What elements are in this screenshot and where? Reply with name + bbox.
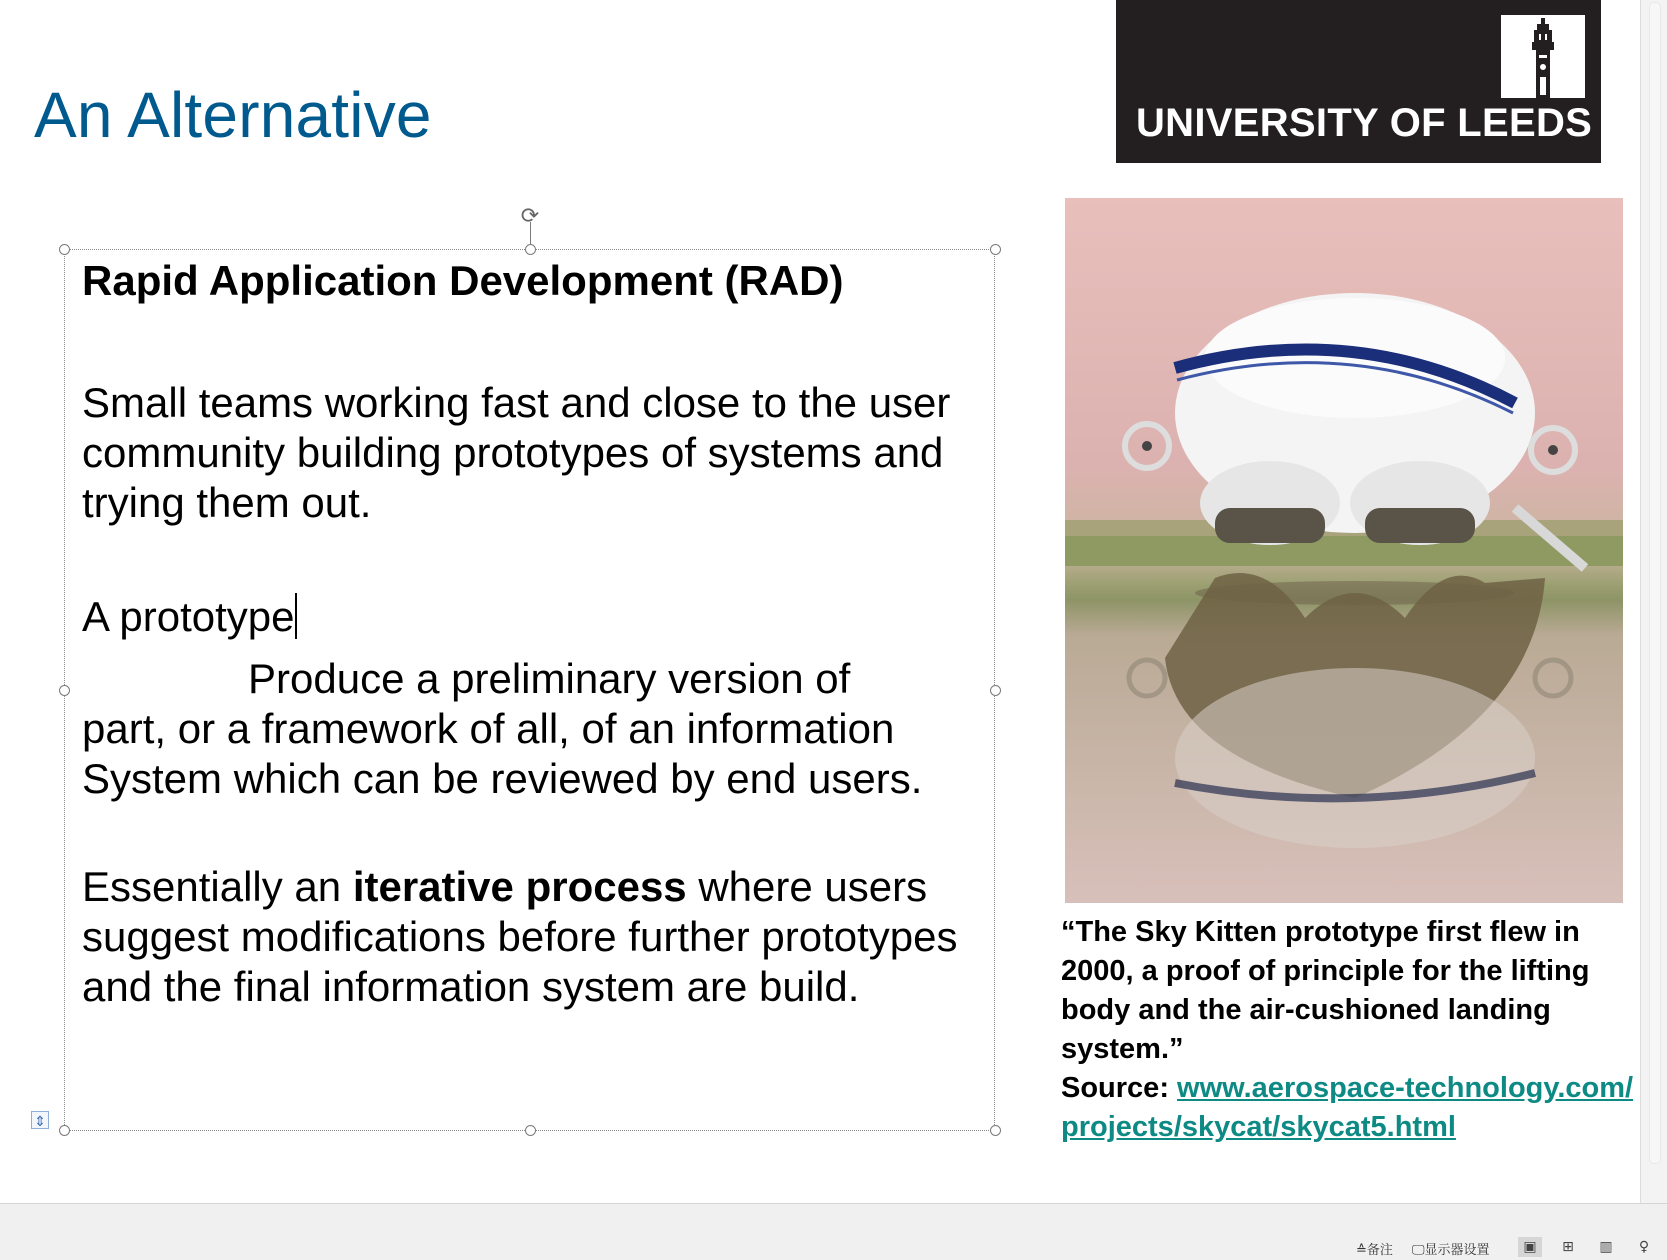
resize-handle-left[interactable] <box>59 685 70 696</box>
caption-quote: “The Sky Kitten prototype first flew in 2000, a proof of principle for the lifting body and the air-cushioned landing system.” <box>1061 916 1590 1065</box>
notes-button[interactable] <box>1356 1239 1393 1258</box>
tower-emblem-icon <box>1501 15 1585 98</box>
prototype-label: A prototype <box>82 593 295 640</box>
slide-sorter-view-icon[interactable]: ⊞ <box>1562 1239 1574 1255</box>
iterative-process-paragraph <box>82 862 982 1012</box>
university-logo <box>1116 0 1601 163</box>
photo-caption[interactable] <box>1061 913 1640 1147</box>
caption-source <box>1061 1069 1640 1147</box>
resize-handle-top[interactable] <box>525 244 536 255</box>
skycat-airship-photo[interactable] <box>1065 198 1623 903</box>
status-bar <box>0 1203 1667 1260</box>
slide-title[interactable]: An Alternative <box>34 79 432 151</box>
notes-icon: ≙ <box>1356 1243 1367 1258</box>
normal-view-icon[interactable]: ▣ <box>1518 1237 1542 1257</box>
prototype-definition-rest: part, or a framework of all, of an information System which can be reviewed by end users. <box>82 705 923 802</box>
rotate-icon[interactable]: ⟳ <box>520 203 540 228</box>
resize-handle-top-right[interactable] <box>990 244 1001 255</box>
rad-heading: Rapid Application Development (RAD) <box>82 257 844 304</box>
display-settings-label: 显示器设置 <box>1424 1243 1490 1258</box>
autofit-options-icon[interactable]: ⇕ <box>31 1111 49 1129</box>
logo-wordmark: UNIVERSITY OF LEEDS <box>1136 101 1593 145</box>
resize-handle-bottom-left[interactable] <box>59 1125 70 1136</box>
rad-description: Small teams working fast and close to the user community building prototypes of systems and trying them out. <box>82 379 951 526</box>
prototype-definition-first: Produce a preliminary version of <box>248 655 851 702</box>
resize-handle-right[interactable] <box>990 685 1001 696</box>
slideshow-view-icon[interactable]: ♀ <box>1638 1239 1650 1255</box>
display-settings-icon: 🖵 <box>1412 1243 1425 1258</box>
source-label: Source: <box>1061 1072 1178 1104</box>
resize-handle-top-left[interactable] <box>59 244 70 255</box>
iterative-intro: Essentially an <box>82 863 353 910</box>
source-link[interactable]: www.aerospace-technology.com/projects/skycat/skycat5.html <box>1061 1072 1634 1143</box>
resize-handle-bottom[interactable] <box>525 1125 536 1136</box>
notes-label: 备注 <box>1366 1243 1393 1258</box>
vertical-scrollbar[interactable] <box>1640 0 1667 1203</box>
scrollbar-thumb[interactable] <box>1649 2 1661 1164</box>
iterative-process-bold: iterative process <box>352 863 687 910</box>
reading-view-icon[interactable]: ▥ <box>1599 1239 1613 1255</box>
prototype-label-line <box>82 592 982 642</box>
text-cursor <box>295 593 297 639</box>
resize-handle-bottom-right[interactable] <box>990 1125 1001 1136</box>
body-text[interactable] <box>82 256 982 1012</box>
display-settings-button[interactable] <box>1412 1239 1490 1258</box>
iterative-rest: where users suggest modifications before further prototypes and the final information system are build. <box>82 863 958 1010</box>
